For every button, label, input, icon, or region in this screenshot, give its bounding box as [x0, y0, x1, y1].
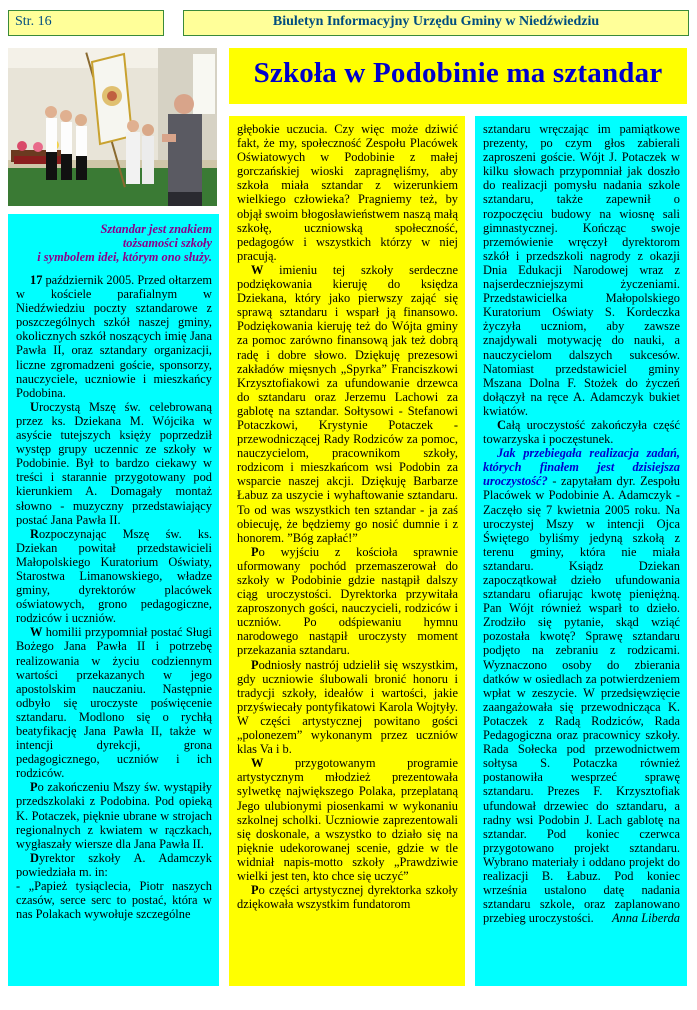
paragraph-text: - zapytałam dyr. Zespołu Placówek w Podobinie A. Adamczyk - Zaczęło się 7 kwietnia 2005 roku. Na uroczystej Mszy w intencji Ojca Świętego byliśmy jedyną szkołą z terenu gminy, która nie miała sztandaru. Ksiądz Dziekan zapoczątkował dzieło ufundowania sztandaru ofiarując kwotę pieniężną. Pan Wójt również wsparł to dzieło. Zrodziło się pytanie, skąd wziąć pozostała kwotę? Sprawę sztandaru podjęto na zebraniu z rodzicami. Wyznaczono osoby do zbierania datków w osiedlach za potwierdzeniem wpłat w zeszycie. W przedsięwzięcie zaangażowała się przewodnicząca K. Potaczek z Radą Rodziców, Rada Pedagogiczna oraz pracownicy szkoły. Rada Sołecka pod przewodnictwem sołtysa S. Potaczka również postanowiła wesprzeć sprawę sztandaru. Prezes F. Krzysztofiak ufundował drzewiec do sztandaru, a radny wsi Podobin J. Lach gablotę na sztandar. Pod koniec czerwca przygotowano projekt sztandaru. Wybrano materiały i oddano projekt do realizacji B. Łabuz. Pod koniec września ustalono datę nadania sztandaru szkole, oraz zaplanowano przebieg uroczystości.: [483, 474, 680, 926]
bulletin-title: Biuletyn Informacyjny Urzędu Gminy w Niedźwiedziu: [183, 10, 689, 36]
paragraph-lead: W: [30, 625, 43, 640]
paragraph-lead: C: [497, 417, 506, 432]
paragraph: [16, 851, 212, 879]
paragraph: [237, 756, 458, 883]
paragraph: [16, 625, 212, 780]
article-column-2: [229, 116, 465, 986]
paragraph-lead: P: [251, 883, 259, 898]
paragraph-lead: W: [251, 756, 264, 771]
article-column-1: [8, 214, 219, 986]
paragraph-text: yrektor szkoły A. Adamczyk powiedziała m. in:: [16, 850, 212, 879]
paragraph: [237, 883, 458, 911]
paragraph: [237, 545, 458, 658]
paragraph-text: o części artystycznej dyrektorka szkoły dziękowała wszystkim fundatorom: [237, 883, 458, 912]
paragraph: sztandaru wręczając im pamiątkowe prezenty, po czym głos zabierali zaproszeni goście. Wójt J. Potaczek w kilku słowach przypomniał jak doszło do realizacji pomysłu nadania szkole sztandaru, także zapewnił o rozpoczęciu budowy na wiosnę sali gimnastycznej. Kończąc swoje przemówienie wręczył dyrektorom szkół i przedszkoli nagrody z okazji Dnia Edukacji Narodowej wraz z najserdeczniejszymi życzeniami. Przedstawicielka Małopolskiego Kuratorium Oświaty S. Kordeczka życzyła uczniom, aby zawsze znajdywali motywację do nauki, a nauczycielom dalszych sukcesów. Natomiast przedstawiciel gminy Mszana Dolna F. Stożek do życzeń dołączył na ręce A. Adamczyk bukiet kwiatów.: [483, 122, 680, 418]
photo-illustration: [8, 48, 217, 206]
article-title-box: [229, 48, 687, 104]
paragraph-lead: W: [251, 262, 264, 277]
paragraph-text: o wyjściu z kościoła sprawnie uformowany pochód przemaszerował do szkoły w Podobinie gdzie nastąpił dalszy ciąg uroczystości. Dyrektorka przywitała zaproszonych gości, nauczycieli, rodziców i uczniów. Po odśpiewaniu hymnu narodowego nastąpił uroczysty moment przekazania sztandaru.: [237, 544, 458, 658]
motto-line: Sztandar jest znakiem: [100, 222, 212, 236]
paragraph-text: - „Papież tysiąclecia, Piotr naszych czasów, serce serc to postać, która w nas Polakach wywołuje szczególne: [16, 879, 212, 922]
paragraph-text: roczystą Mszę św. celebrowaną przez ks. Dziekana M. Wójcika w asyście tutejszych księży poprzedził występ grupy uczennic ze szkoły w Podobinie. Był to bardzo ciekawy w treści i starannie przygotowany pod kierunkiem A. Domagały montaż słowno - muzyczny przedstawiający postać Jana Pawła II.: [16, 399, 212, 527]
paragraph-text: głębokie uczucia. Czy więc może dziwić fakt, że my, społeczność Zespołu Placówek Oświatowych w Podobinie z małej gorczańskiej wioski zapragnęliśmy, aby szkoła miała sztandar z wizerunkiem wielkiego człowieka? Pragniemy też, by objął swoim błogosławieństwem naszą małą szkołę, uczniowską społeczność, pedagogów i wszystkich którzy w niej pracują.: [237, 122, 458, 263]
paragraph: [16, 400, 212, 527]
paragraph: [483, 418, 680, 446]
ceremony-photo: [8, 48, 217, 206]
paragraph: [16, 527, 212, 626]
paragraph-text: październik 2005. Przed ołtarzem w kościele parafialnym w Niedźwiedziu poczty sztandarowe z poszczególnych szkół naszej gminy, okolicznych szkół noszących imię Jana Pawła II, oraz sztandary organizacji, liczne zgromadzeni goście, sponsorzy, nauczyciele, uczniowie i mieszkańcy Podobina.: [16, 273, 213, 400]
paragraph-lead: P: [251, 657, 259, 672]
motto-line: tożsamości szkoły: [122, 236, 212, 250]
paragraph-text: ozpoczynając Mszę św. ks. Dziekan powitał przedstawicieli Małopolskiego Kuratorium Oświaty, Starostwa Limanowskiego, władze gminy, dyrektorów placówek oświatowych, grono pedagogiczne, rodziców i uczniów.: [16, 526, 212, 626]
paragraph-text: homilii przypomniał postać Sługi Bożego Jana Pawła II i potrzebę realizowania w życiu codziennym wartości przekazanych w jego apostolskim nauczaniu. Następnie odbyło się uroczyste poświęcenie sztandaru. Modlono się o rychłą beatyfikację Jana Pawła II, także w intencji dyrekcji, grona pedagogicznego, uczniów i ich rodziców.: [16, 625, 212, 781]
paragraph-lead: P: [251, 544, 259, 559]
page-number: Str. 16: [8, 10, 164, 36]
paragraph: [16, 780, 212, 850]
paragraph-lead: D: [30, 850, 39, 865]
paragraph: [16, 879, 212, 921]
paragraph: [237, 122, 458, 263]
paragraph-lead: R: [30, 526, 39, 541]
paragraph-lead: 17: [30, 273, 43, 287]
paragraph-text: odniosły nastrój udzielił się wszystkim, gdy uczniowie ślubowali bronić honoru i tradycji szkoły, ideałów i wartości, jakie przyświecały pontyfikatowi Karola Wojtyły. W części artystycznej powitano gości „polonezem” wykonanym przez uczniów klas Va i b.: [237, 657, 458, 757]
paragraph-lead: P: [30, 780, 38, 795]
article-title: Szkoła w Podobinie ma sztandar: [253, 57, 663, 89]
article-column-3: [475, 116, 687, 986]
article-motto: [16, 222, 212, 264]
motto-line: i symbolem idei, którym ono służy.: [37, 250, 212, 264]
paragraph-text: o zakończeniu Mszy św. wystąpiły przedszkolaki z Podobina. Pod opieką K. Potaczek, pięknie ubrane w strojach regionalnych z kwiatem w rączkach, wygłaszały wiersze dla Jana Pawła II.: [16, 780, 212, 851]
paragraph: [483, 446, 680, 925]
paragraph: [237, 658, 458, 757]
author-signature: Anna Liberda: [611, 911, 680, 926]
paragraph-text: imieniu tej szkoły serdeczne podziękowania kieruję do księdza Dziekana, który jako pierwszy zająć się sprawą sztandaru i wsparł ją finansowo. Podziękowania kieruję też do Wójta gminy za pomoc zarówno finansową jak też dobrą radę i dobre słowo. Dziękuję prezesowi zakładów mięsnych „Spyrka” Franciszkowi Krzysztofiakowi za ufundowanie drzewca do sztandaru oraz Jerzemu Lachowi za gablotę na sztandar. Sołtysowi - Stefanowi Potaczkowi, Krystynie Potaczek - przewodniczącej Rady Rodziców za pomoc, nauczycielom, pracownikom szkoły, rodzicom i mieszkańcom wsi Podobin za wsparcie naszej akcji. Dziękuję Barbarze Łabuz za uszycie i wyhaftowanie sztandaru. To od was wszystkich ten sztandar - ja zaś obiecuję, że będziemy go nosić dumnie i z honorem. ”Bóg zapłać!”: [237, 262, 458, 545]
paragraph: [16, 273, 212, 400]
paragraph: [237, 263, 458, 545]
interview-question: Jak przebiegała realizacja zadań, których finałem jest dzisiejsza uroczystość?: [483, 446, 680, 489]
paragraph-text: przygotowanym programie artystycznym młodzież prezentowała sylwetkę największego Polaka, przeplataną Jego ulubionymi piosenkami w wykonaniu szkolnej scholki. Uczniowie zaprezentowali się doskonale, a wszystko to działo się na pięknie udekorowanej scenie, gdzie w tle widniał napis-motto szkoły „Prawdziwie wielki jest ten, kto chce się uczyć”: [237, 756, 458, 883]
paragraph-text: ałą uroczystość zakończyła część towarzyska i poczęstunek.: [483, 417, 680, 447]
paragraph-lead: U: [30, 399, 39, 414]
